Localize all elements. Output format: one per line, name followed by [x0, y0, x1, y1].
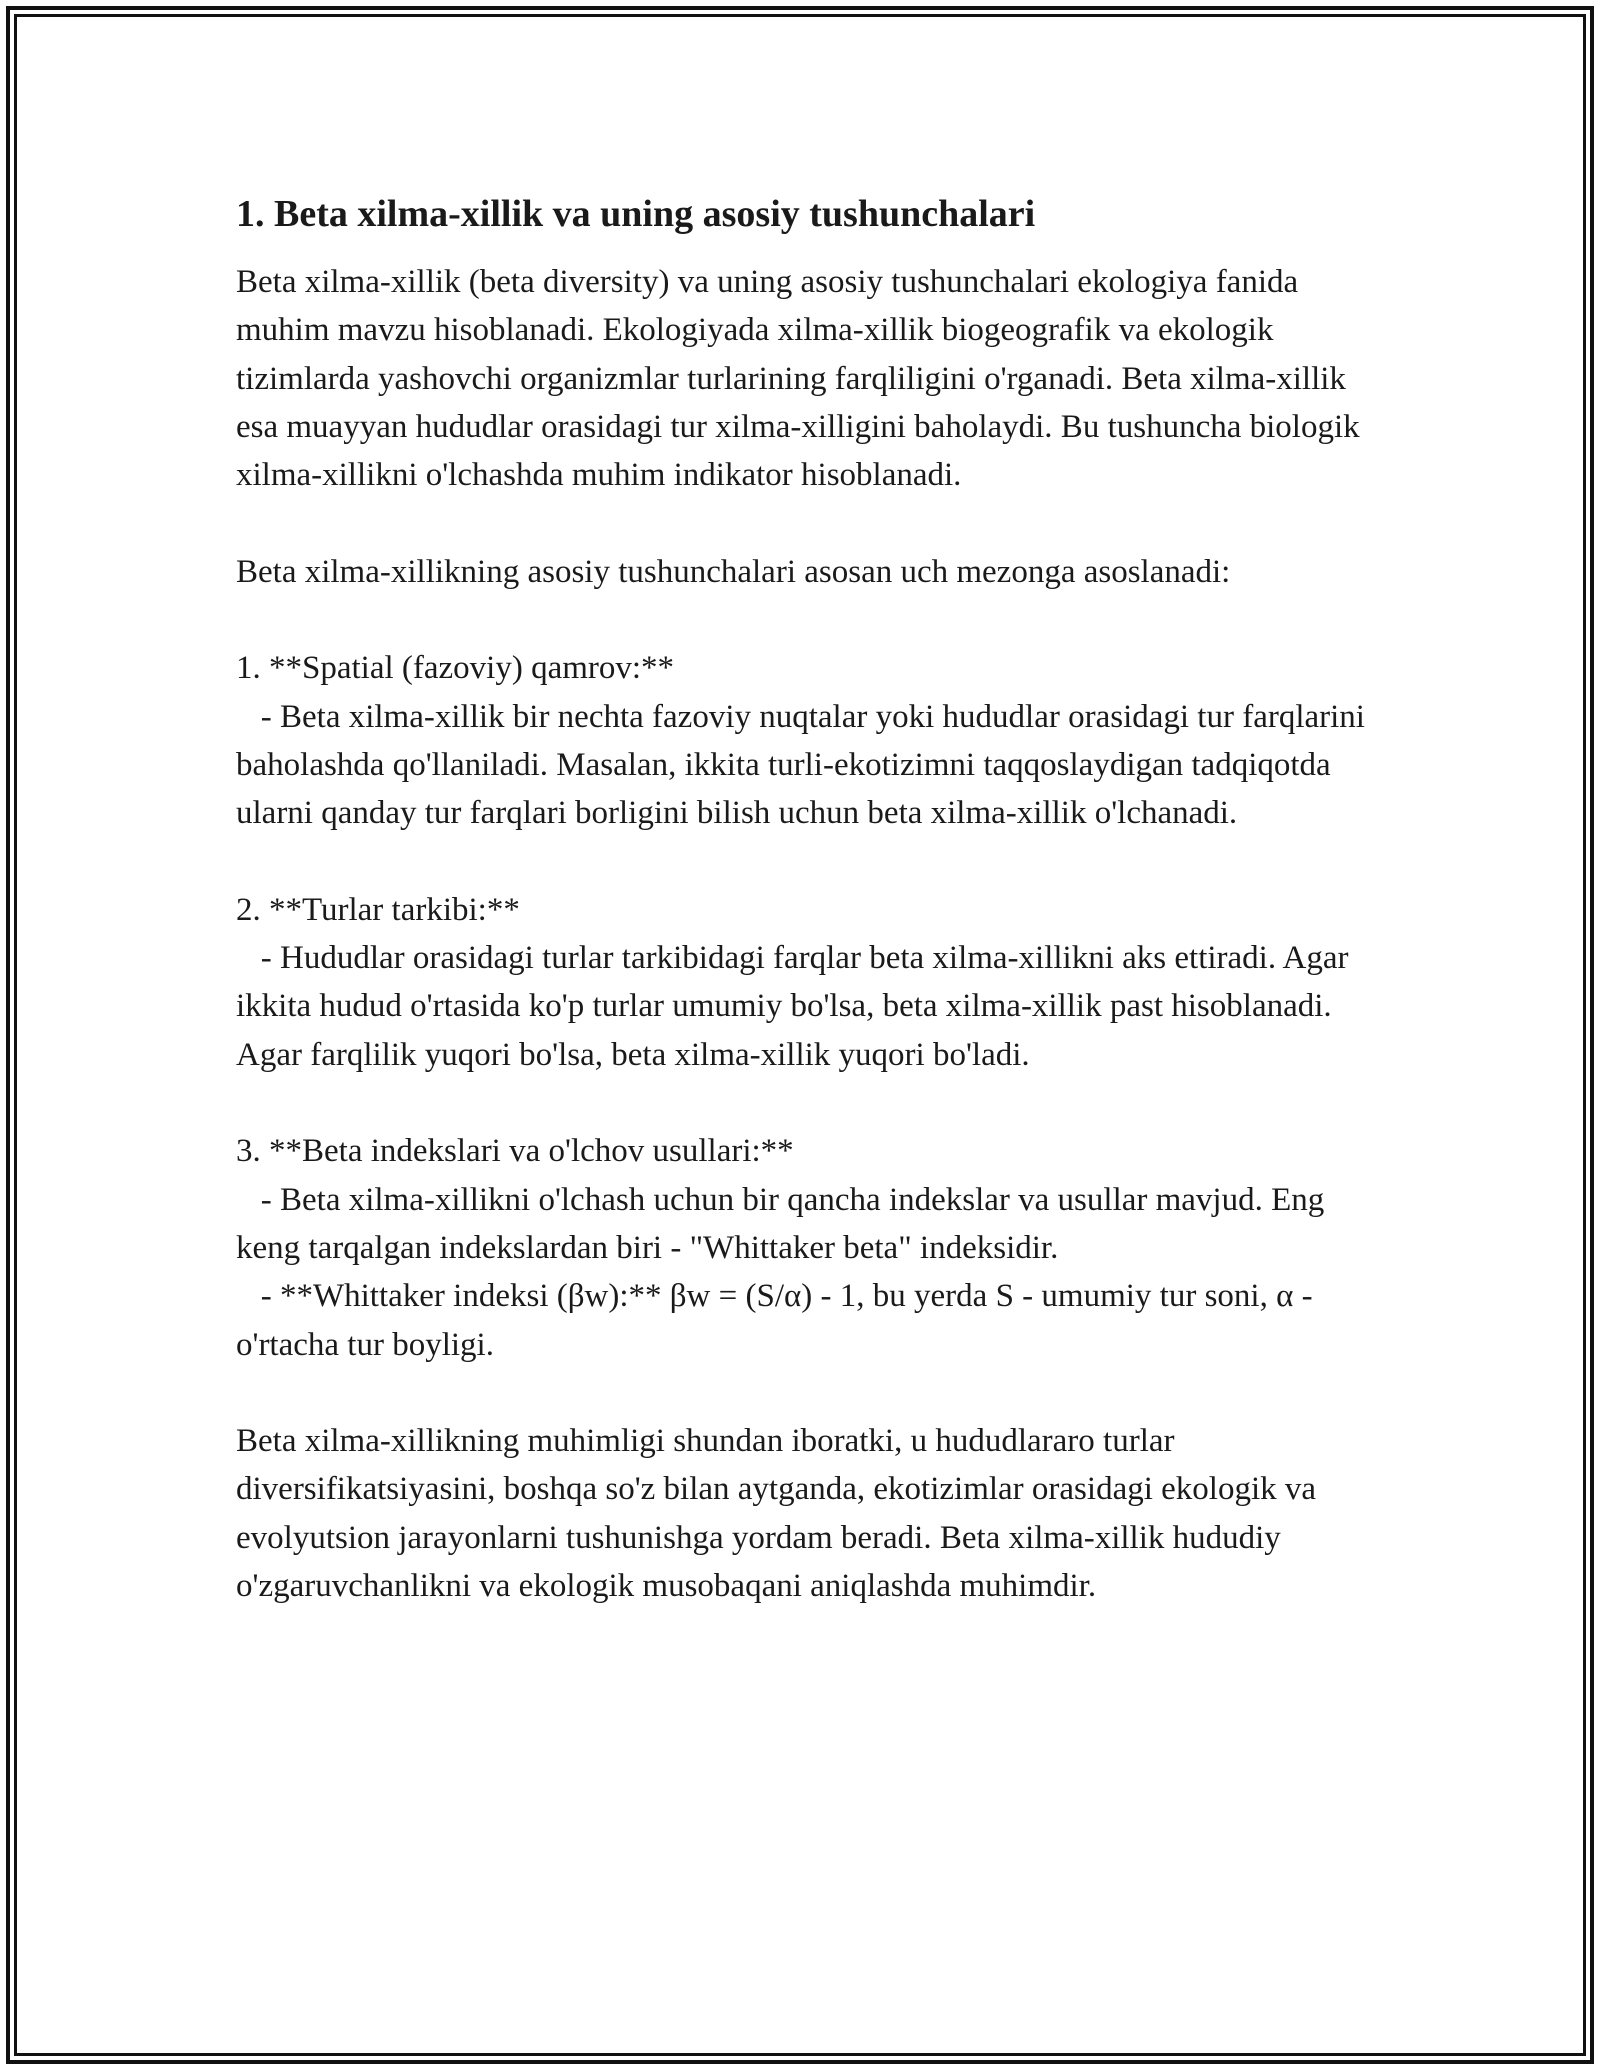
- document-title: 1. Beta xilma-xillik va uning asosiy tushunchalari: [236, 193, 1036, 235]
- criteria-intro-paragraph: Beta xilma-xillikning asosiy tushunchalari asosan uch mezonga asoslanadi:: [236, 553, 1231, 590]
- criterion-species-composition: 2. **Turlar tarkibi:** - Hududlar orasidagi turlar tarkibidagi farqlar beta xilma-xillikni aks ettiradi. Agar ikkita hudud o'rtasida ko'p turlar umumiy bo'lsa, beta xilma-xillik past hisoblanadi. Agar farqlilik yuqori bo'lsa, beta xilma-xillik yuqori bo'ladi.: [236, 891, 1349, 1073]
- paragraph-spacer: [236, 1079, 1372, 1127]
- conclusion-paragraph: Beta xilma-xillikning muhimligi shundan iboratki, u hududlararo turlar diversifikatsiyasini, boshqa so'z bilan aytganda, ekotizimlar orasidagi ekologik va evolyutsion jarayonlarni tushunishga yordam beradi. Beta xilma-xillik hududiy o'zgaruvchanlikni va ekologik musobaqani aniqlashda muhimdir.: [236, 1423, 1325, 1605]
- intro-paragraph: Beta xilma-xillik (beta diversity) va uning asosiy tushunchalari ekologiya fanida muhim mavzu hisoblanadi. Ekologiyada xilma-xillik biogeografik va ekologik tizimlarda yashovchi organizmlar turlarining farqliligini o'rganadi. Beta xilma-xillik esa muayyan hududlar orasidagi tur xilma-xilligini baholaydi. Bu tushuncha biologik xilma-xillikni o'lchashda muhim indikator hisoblanadi.: [236, 264, 1368, 494]
- paragraph-spacer: [236, 1369, 1372, 1417]
- document-body: [236, 186, 1372, 1610]
- paragraph-spacer: [236, 596, 1372, 644]
- criterion-spatial: 1. **Spatial (fazoviy) qamrov:** - Beta xilma-xillik bir nechta fazoviy nuqtalar yoki hududlar orasidagi tur farqlarini baholashda qo'llaniladi. Masalan, ikkita turli-ekotizimni taqqoslaydigan tadqiqotda ularni qanday tur farqlari borligini bilish uchun beta xilma-xillik o'lchanadi.: [236, 650, 1365, 832]
- criterion-beta-indices: 3. **Beta indekslari va o'lchov usullari:** - Beta xilma-xillikni o'lchash uchun bir qancha indekslar va usullar mavjud. Eng keng tarqalgan indekslardan biri - "Whittaker beta" indeksidir. - **Whittaker indeksi (βw):** βw = (S/α) - 1, bu yerda S - umumiy tur soni, α - o'rtacha tur boyligi.: [236, 1133, 1325, 1363]
- paragraph-spacer: [236, 838, 1372, 886]
- paragraph-spacer: [236, 499, 1372, 547]
